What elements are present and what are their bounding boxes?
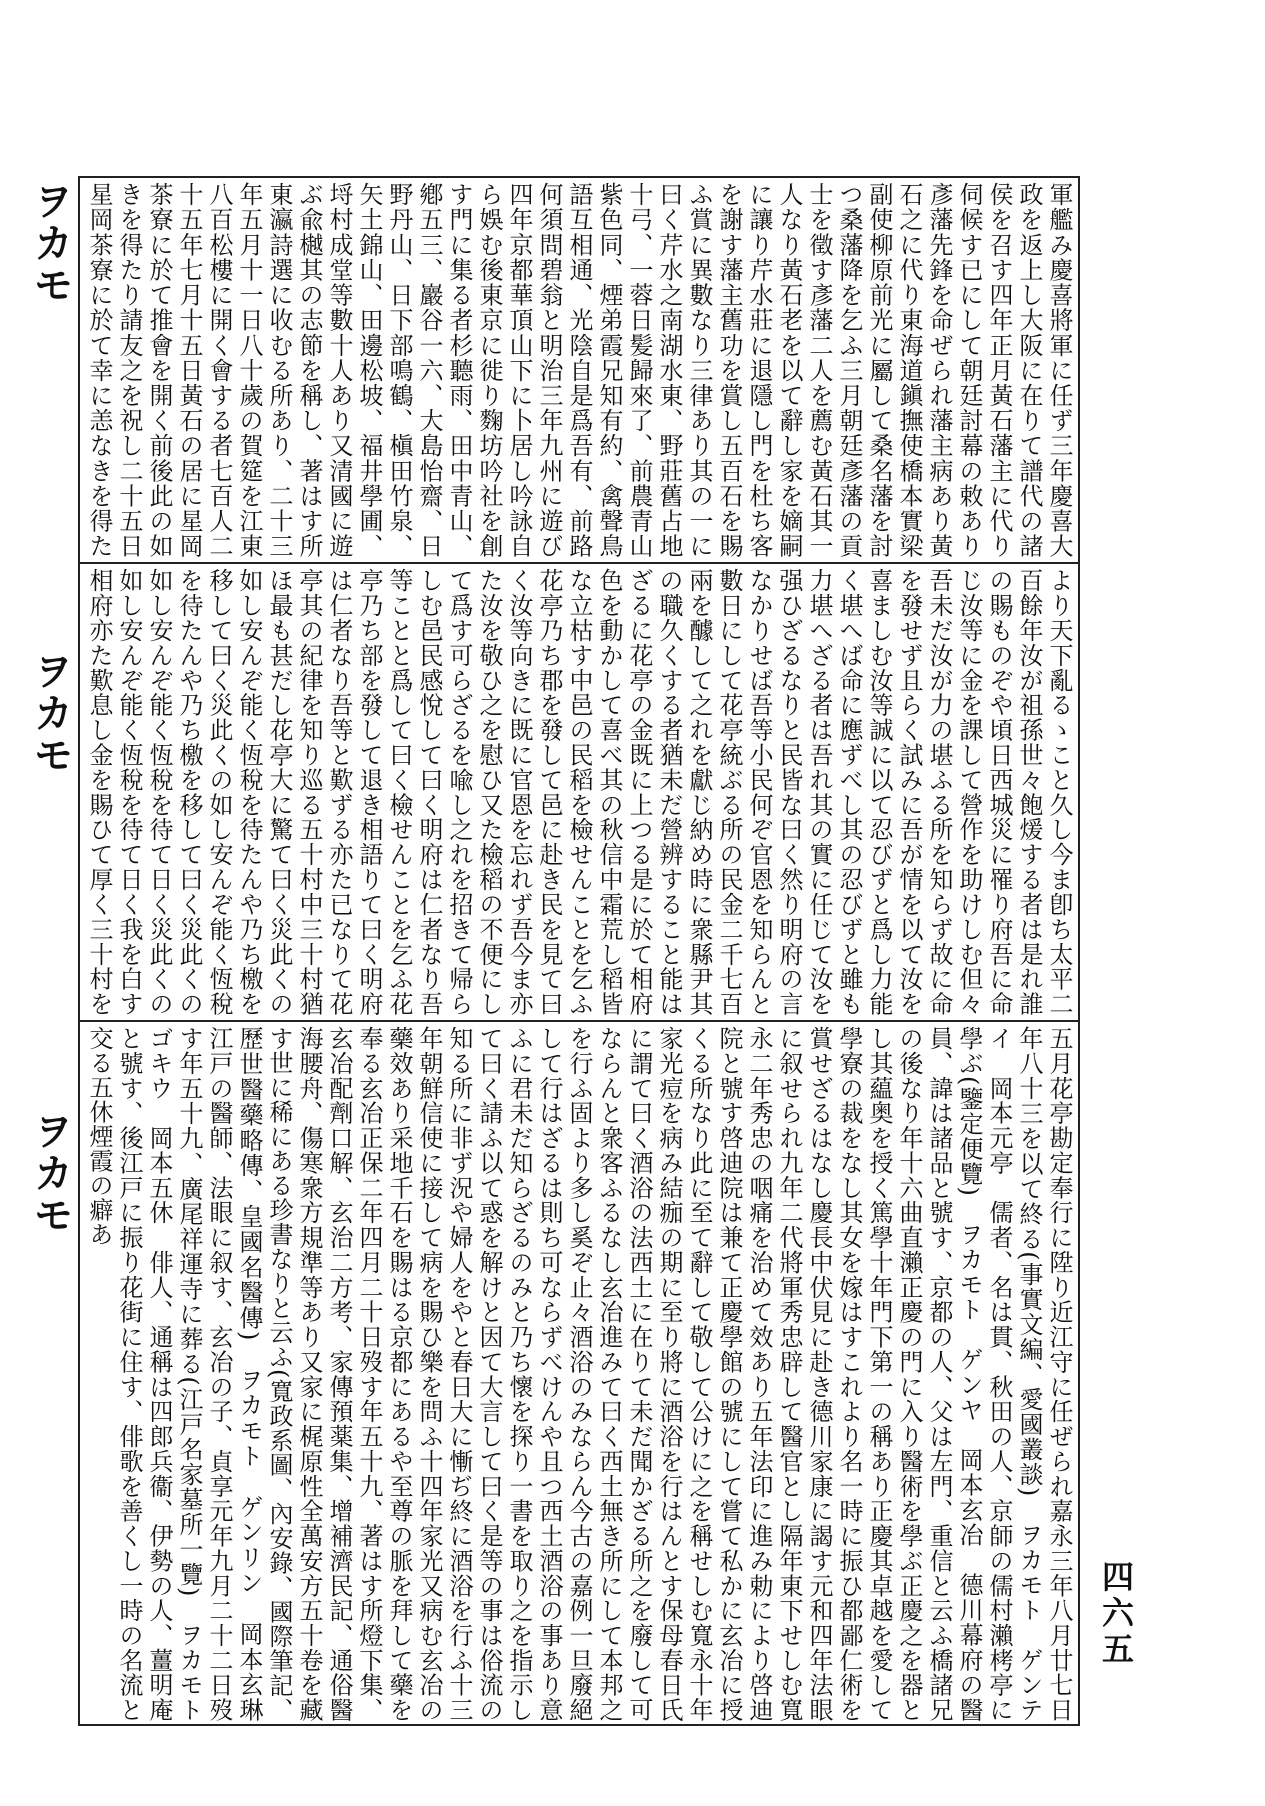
header-marker: ヲカモ [27,180,73,306]
header-marker: ヲカモ [27,650,73,776]
band-divider-1 [80,562,1078,564]
body-text: より天下亂るゝこと久し今ま卽ち太平二百餘年汝が祖孫世々飽煖する者は是れ誰の賜ものぞや頃日西城災に罹り府吾に命じ汝等に金を課して營作を助けしむ但々吾未だ汝が力の堪ふる所を知らず故に命を發せず且らく試みに吾が情を以て汝を喜ましむ汝等誠に以て忍びずと爲し力能く堪へば命に應ずべし其の忍びずと雖も力堪へざる者は吾れ其の實に任じて汝を强ひざるなりと民皆な曰く然り明府の言なかりせば吾等小民何ぞ官恩を知らんと數日にして花亭統ぶる所の民金二千七百兩を醵して之れを獻じ納め時に衆縣尹其の職久くする者猶未だ營辨すること能はざるに花亭の金既に上つる是に於て相府色を動かして喜べ其の秋信中霜荒し稻皆な立枯す中邑の民稻を檢せんことを乞ふ花亭乃ち郡を發して邑に赴き民を見て曰く汝等向きに既に官恩を忘れず吾今ま亦た汝を敬ひ之を慰ひ又た檢稻の不便にして爲す可らざるを喩し之れを招きて帰らしむ邑民感悅して曰く明府は仁者なり吾等ことと爲して曰く檢せんことを乞ふ花亭乃ち部を發して退き相語りて曰く明府は仁者なり吾等と歎ずる亦た已なりて花亭其の紀律を知り巡る五十村中三十村猶ほ最も甚だし花亭大に驚て曰く災此くの如し安んぞ能く恆稅を待たんや乃ち檄を移して曰く災此くの如し安んぞ能く恆稅を待たんや乃ち檄を移して曰く災此くの如し安んぞ能く恆稅を待て日く災此くの如し安んぞ能く恆稅を待て日く我を白す相府亦た歎息し金を賜ひて厚く三十村を [85,568,1073,1016]
body-text: 五月花亭勘定奉行に陞り近江守に任ぜられ嘉永三年八月廿七日年八十三を以て終る(事實文編、愛國叢談) ヲカモト ゲンテイ 岡本元亭 儒者、名は貫、秋田の人、京師の儒村瀨栲亭に學ぶ(鑒定便覽) ヲカモト ゲンヤ 岡本玄冶 德川幕府の醫員、諱は諸品と號す、京都の人、父は左門、重信と云ふ橋諸兄の後なり年十六曲直瀨正慶の門に入り醫術を學ぶ正慶之を器とし其藴奥を授く篤學十年門下第一の稱あり正慶其卓越を愛して學寮の裁をなし其女を嫁はすこれより名一時に振ひ都鄙仁術を賞せざるはなし慶長中伏見に赴き德川家康に謁す元和四年法眼に叙せられ九年二代將軍秀忠辟して醫官とし隔年東下せしむ寬永二年秀忠の咽痛を治めて效あり五年法印に進み勅により啓迪院と號す啓迪院は兼て正慶學館の號にして嘗て私かに玄冶に授くる所なり此に至て辭して敬して公けに之を稱せしむ寬永十年家光痘を病み結痂の期に至り將に酒浴を行はんとす保母春日氏に謂て曰く酒浴の法西土に在りて未だ聞かざる所之を廢して可ならんと衆客ふるなし玄冶進みて曰く西土無き所にして本邦之を行ふ固より多し奚ぞ止々酒浴のみならん今古の嘉例一旦廢絕して行はざるは則ち可ならずべけんや且つ西土酒浴の事あり意ふに君未だ知らざるのみと乃ち懷を探り一書を取り之を指示して曰く請ふ以て惑を解けと因て大言して曰く是等の事は俗流の知る所に非ず況や婦人をやと春日大に慚ぢ終に酒浴を行ふ十三年朝鮮信使に接して病を賜ひ樂を問ふ十四年家光又病む玄冶の藥效あり采地千石を賜はる京都にあるや至尊の脈を拜して藥を奉る玄冶正保二年四月二十日歿す年五十九、著はす所燈下集、玄冶配劑口解、玄治二方考、家傳預薬集、增補濟民記、通俗醫海腰舟、傷寒衆方規準等あり又家に梶原性全萬安方五十卷を藏す世に稀にある珍書なりと云ふ(寬政系圖、內安錄、國際筆記、歷世醫藥略傳、皇國名醫傳) ヲカモト ゲンリン 岡本玄琳 江戸の醫師、法眼に叙す、玄冶の子、貞享元年九月二十二日歿す年五十九、廣尾祥運寺に葬る(江戸名家墓所一覽) ヲカモト ゴキウ 岡本五休 俳人、通稱は四郎兵衞、伊勢の人、薑明庵と號す、後江戸に振り花街に住す、俳歌を善くし一時の名流と交る五休煙霞の癖あ [85,1026,1073,1722]
page-number: 四六五 [1097,1560,1135,1668]
body-text: 軍艦み慶喜將軍に任ず三年慶喜大政を返上し大阪に在りて譜代の諸侯を召す四年正月黃石藩主に代り伺候す已にして朝廷討幕の敕あり彥藩先鋒を命ぜられ藩主病あり黃石之に代り東海道鎭撫使橋本實梁副使柳原前光に屬して桑名藩を討つ桑藩降を乞ふ三月朝廷彥藩の貢士を徵す彥藩二人を薦む黃石其一人なり黃石老を以て辭し家を嫡嗣に讓り芹水莊に退隱し門を杜ち客を謝す藩主舊功を賞し五百石を賜ふ賞に異數なり三律あり其の一に曰く芹水之南湖水東、野莊舊占地十弓、一蓉日髪歸來了、前農青山紫色同、煙弟霞兄知有約、禽聲鳥語互相通、光陰自是爲吾有、前路何須問碧翁と明治三年九州に遊び四年京都華頂山下に卜居し吟詠自ら娛む後東京に徙り麴坊吟社を創す門に集る者杉聽雨、田中青山、鄕五三、巖谷一六、大島怡齋、日野丹山、日下部鳴鶴、槇田竹泉、矢土錦山、田邊松坡、福井學圃、埒村成堂等數十人あり又清國に遊ぶ兪樾其の志節を稱し、著はす所東瀛詩選に收むる所あり、二十三年五月十一日八十歲の賀筵を江東八百松樓に開く會する者七百人二十五年七月十五日黃石の居に星岡茶寮に於て推會を開く前後此の如きを得たり請友之を祝し二十五日星岡茶寮に於て幸に恙なきを得た [85,182,1073,558]
text-band-middle [84,568,1074,1016]
text-band-lower [84,1026,1074,1722]
header-marker: ヲカモ [27,1110,73,1236]
text-band-upper [84,182,1074,558]
band-divider-2 [80,1020,1078,1022]
